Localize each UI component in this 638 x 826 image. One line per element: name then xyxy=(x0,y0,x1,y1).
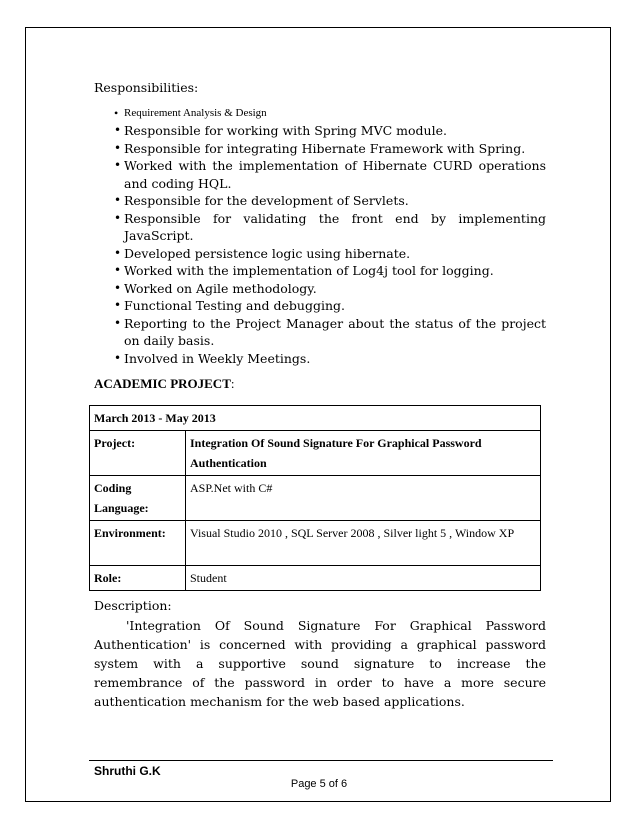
table-row xyxy=(90,431,541,476)
environment-value: Visual Studio 2010 , SQL Server 2008 , Silver light 5 , Window XP xyxy=(186,521,541,566)
list-item: • Responsible for working with Spring MVC module. xyxy=(94,122,546,140)
responsibilities-heading: Responsibilities: xyxy=(94,80,199,95)
list-item: • Worked with the implementation of Log4j tool for logging. xyxy=(94,262,546,280)
academic-heading-text: ACADEMIC PROJECT xyxy=(94,376,231,391)
table-row xyxy=(90,521,541,566)
author-name: Shruthi G.K xyxy=(94,764,161,778)
project-label: Project: xyxy=(90,431,186,476)
coding-language-label: Coding Language: xyxy=(90,476,186,521)
responsibilities-list xyxy=(94,105,546,367)
list-item: • Involved in Weekly Meetings. xyxy=(94,350,546,368)
list-item: • Worked on Agile methodology. xyxy=(94,280,546,298)
project-value: Integration Of Sound Signature For Graphical Password Authentication xyxy=(186,431,541,476)
list-item: • Responsible for the development of Servlets. xyxy=(94,192,546,210)
description-heading: Description: xyxy=(94,598,172,613)
role-label: Role: xyxy=(90,566,186,591)
table-row xyxy=(90,406,541,431)
academic-project-table xyxy=(89,405,541,591)
project-period: March 2013 - May 2013 xyxy=(90,406,541,431)
coding-language-value: ASP.Net with C# xyxy=(186,476,541,521)
academic-project-heading xyxy=(94,376,235,392)
role-value: Student xyxy=(186,566,541,591)
description-text: 'Integration Of Sound Signature For Graphical Password Authentication' is concerned with providing a graphical password system with a supportive sound signature to increase the remembrance of the password in order to have a more secure authentication mechanism for the web based applications. xyxy=(94,618,546,709)
page-number: Page 5 of 6 xyxy=(290,778,348,790)
list-item: • Responsible for validating the front end by implementing JavaScript. xyxy=(94,210,546,245)
table-row xyxy=(90,566,541,591)
table-row xyxy=(90,476,541,521)
environment-label: Environment: xyxy=(90,521,186,566)
list-item: • Responsible for integrating Hibernate Framework with Spring. xyxy=(94,140,546,158)
list-item: • Developed persistence logic using hibernate. xyxy=(94,245,546,263)
list-item: • Reporting to the Project Manager about the status of the project on daily basis. xyxy=(94,315,546,350)
list-item: • Requirement Analysis & Design xyxy=(94,105,546,122)
list-item: • Functional Testing and debugging. xyxy=(94,297,546,315)
list-item: • Worked with the implementation of Hibernate CURD operations and coding HQL. xyxy=(94,157,546,192)
footer-divider xyxy=(89,760,553,761)
academic-heading-colon: : xyxy=(230,376,235,391)
